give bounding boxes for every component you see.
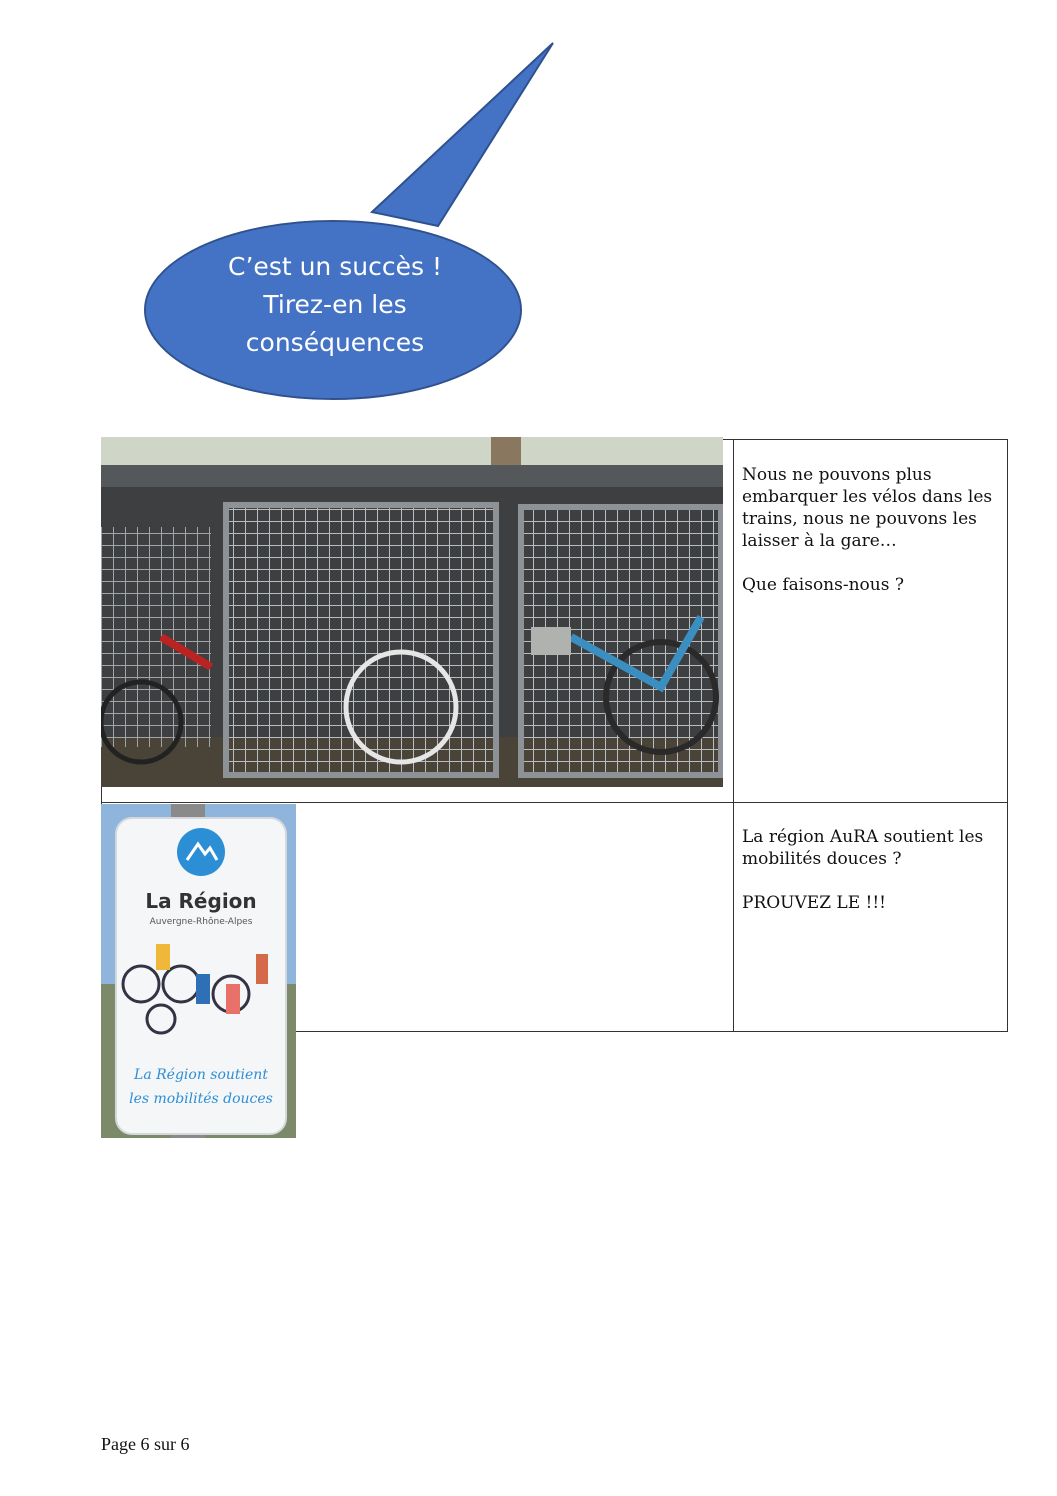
row-divider — [102, 802, 1007, 803]
column-divider — [733, 440, 734, 1031]
speech-bubble — [0, 0, 1057, 420]
sign-slogan-line-1: La Région soutient — [134, 1067, 268, 1083]
bubble-line-3: conséquences — [245, 328, 425, 357]
page-number: Page 6 sur 6 — [101, 1434, 190, 1454]
bubble-line-2: Tirez-en les — [263, 290, 407, 319]
row-1-paragraph-2: Que faisons-nous ? — [742, 575, 904, 595]
sign-slogan-line-2: les mobilités douces — [129, 1091, 273, 1107]
region-sign-photo — [101, 804, 296, 1138]
bubble-line-1: C’est un succès ! — [228, 252, 442, 281]
row-1-paragraph-1: Nous ne pouvons plus embarquer les vélos dans les trains, nous ne pouvons les laisser à la gare… — [742, 465, 993, 551]
bike-cage-photo — [101, 437, 723, 787]
row-2-paragraph-2: PROUVEZ LE !!! — [742, 893, 887, 913]
speech-bubble-text — [170, 248, 500, 362]
sign-title: La Région — [145, 889, 257, 913]
row-1-text — [742, 464, 997, 596]
row-2-paragraph-1: La région AuRA soutient les mobilités douces ? — [742, 827, 984, 869]
sign-subtitle: Auvergne-Rhône-Alpes — [149, 917, 253, 927]
row-2-text — [742, 826, 997, 914]
